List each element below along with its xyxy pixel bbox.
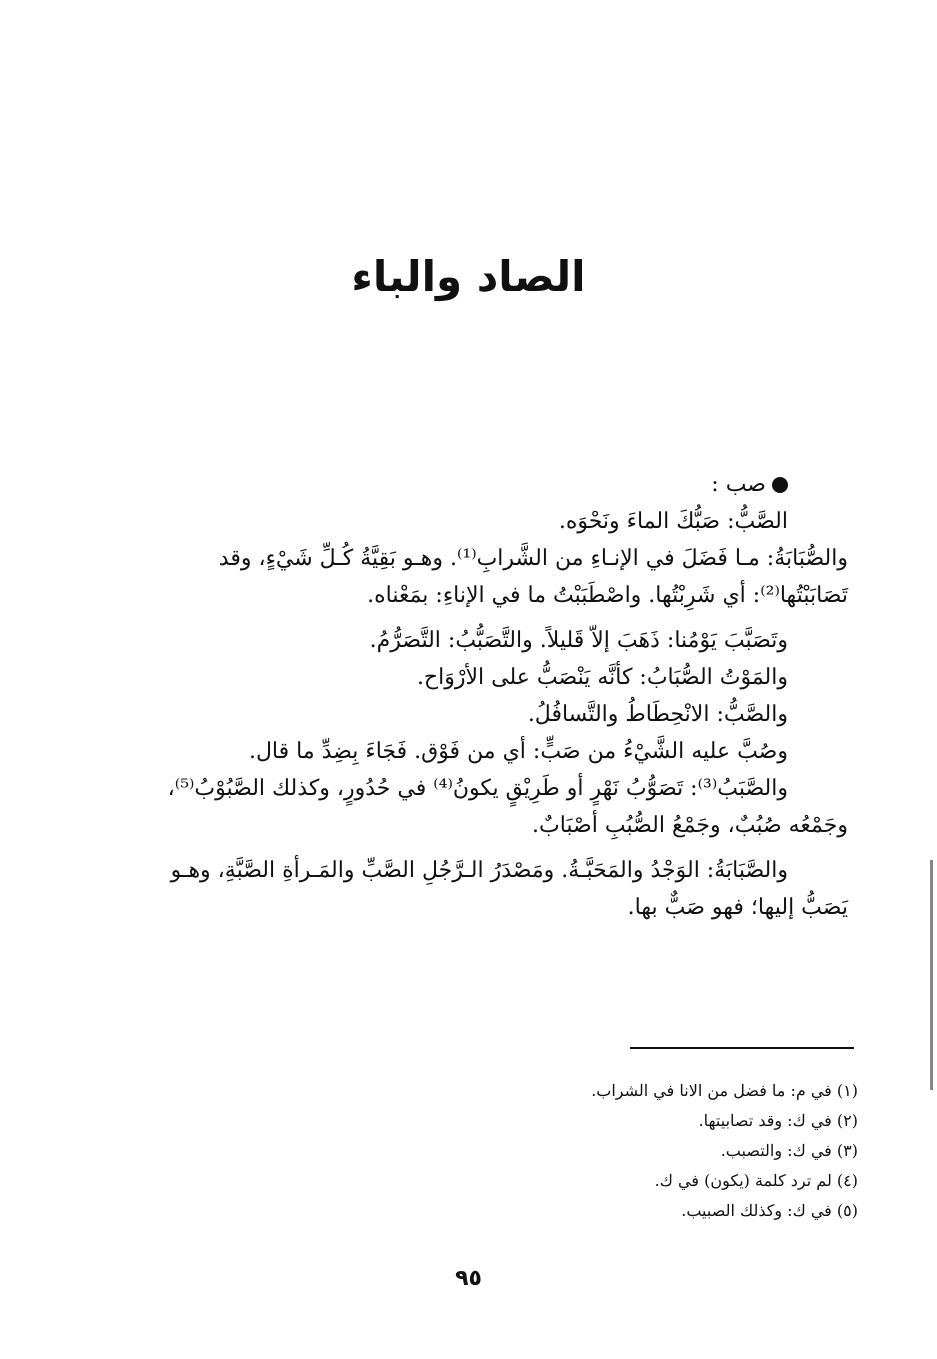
footnote-divider xyxy=(630,1047,854,1049)
page-number: ٩٥ xyxy=(455,1266,482,1291)
entry-line: وجَمْعُه صُبُبٌ، وجَمْعُ الصُّبُبِ أصْبَابٌ. xyxy=(532,813,848,838)
entry-line: وصُبَّ عليه الشَّيْءُ من صَبٍّ: أي من فَوْق. فَجَاءَ بِضِدِّ ما قال. xyxy=(248,739,788,764)
page-edge-shadow xyxy=(930,860,933,1090)
entry-line: والصَّبُّ: الانْحِطَاطُ والتَّسافُلُ. xyxy=(527,702,788,727)
entry-line: يَصَبُّ إليها؛ فهو صَبٌّ بها. xyxy=(627,895,848,920)
entry-line: الصَّبُّ: صَبُّكَ الماءَ ونَحْوَه. xyxy=(558,509,788,534)
entry-line: والصَّبَابَةُ: الوَجْدُ والمَحَبَّـةُ. ومَصْدَرُ الـرَّجُلِ الصَّبِّ والمَـرأةِ الصَّبَّةِ، وهـو xyxy=(170,858,788,883)
footnote: (٥) في ك: وكذلك الصبيب. xyxy=(681,1201,858,1220)
entry-line: والمَوْتُ الصُّبَابُ: كأنَّه يَنْصَبُّ على الأرْوَاح. xyxy=(416,665,788,690)
entry-heading: صب : xyxy=(711,472,766,497)
entry-body xyxy=(128,466,848,926)
chapter-title: الصاد والباء xyxy=(351,252,586,301)
footnote: (٣) في ك: والتصبب. xyxy=(720,1141,858,1160)
bullet-icon xyxy=(772,477,788,493)
footnote: (٤) لم ترد كلمة (يكون) في ك. xyxy=(654,1171,858,1190)
entry-line: تَصَابَبْتُها⁽²⁾: أي شَرِبْتُها. واصْطَبَبْتُ ما في الإناءِ: بمَعْناه. xyxy=(367,583,848,608)
entry-line: والصُّبَابَةُ: مـا فَضَلَ في الإنـاءِ من الشَّرابِ⁽¹⁾. وهـو بَقِيَّةُ كُـلِّ شَيْءٍ، وقد xyxy=(218,546,848,571)
footnotes xyxy=(480,1076,858,1226)
entry-line: وتَصَبَّبَ يَوْمُنا: ذَهَبَ إلاّ قَليلاً. والتَّصَبُّبُ: التَّصَرُّمُ. xyxy=(369,628,788,653)
footnote: (١) في م: ما فضل من الانا في الشراب. xyxy=(591,1081,858,1100)
footnote: (٢) في ك: وقد تصابيتها. xyxy=(698,1111,858,1130)
entry-line: والصَّبَبُ⁽³⁾: تَصَوُّبُ نَهْرٍ أو طَرِيْقٍ يكونُ⁽⁴⁾ في حُدُورٍ، وكذلك الصَّبُوْبُ⁽⁵⁾، xyxy=(167,776,788,801)
entry-heading-row xyxy=(128,466,848,503)
